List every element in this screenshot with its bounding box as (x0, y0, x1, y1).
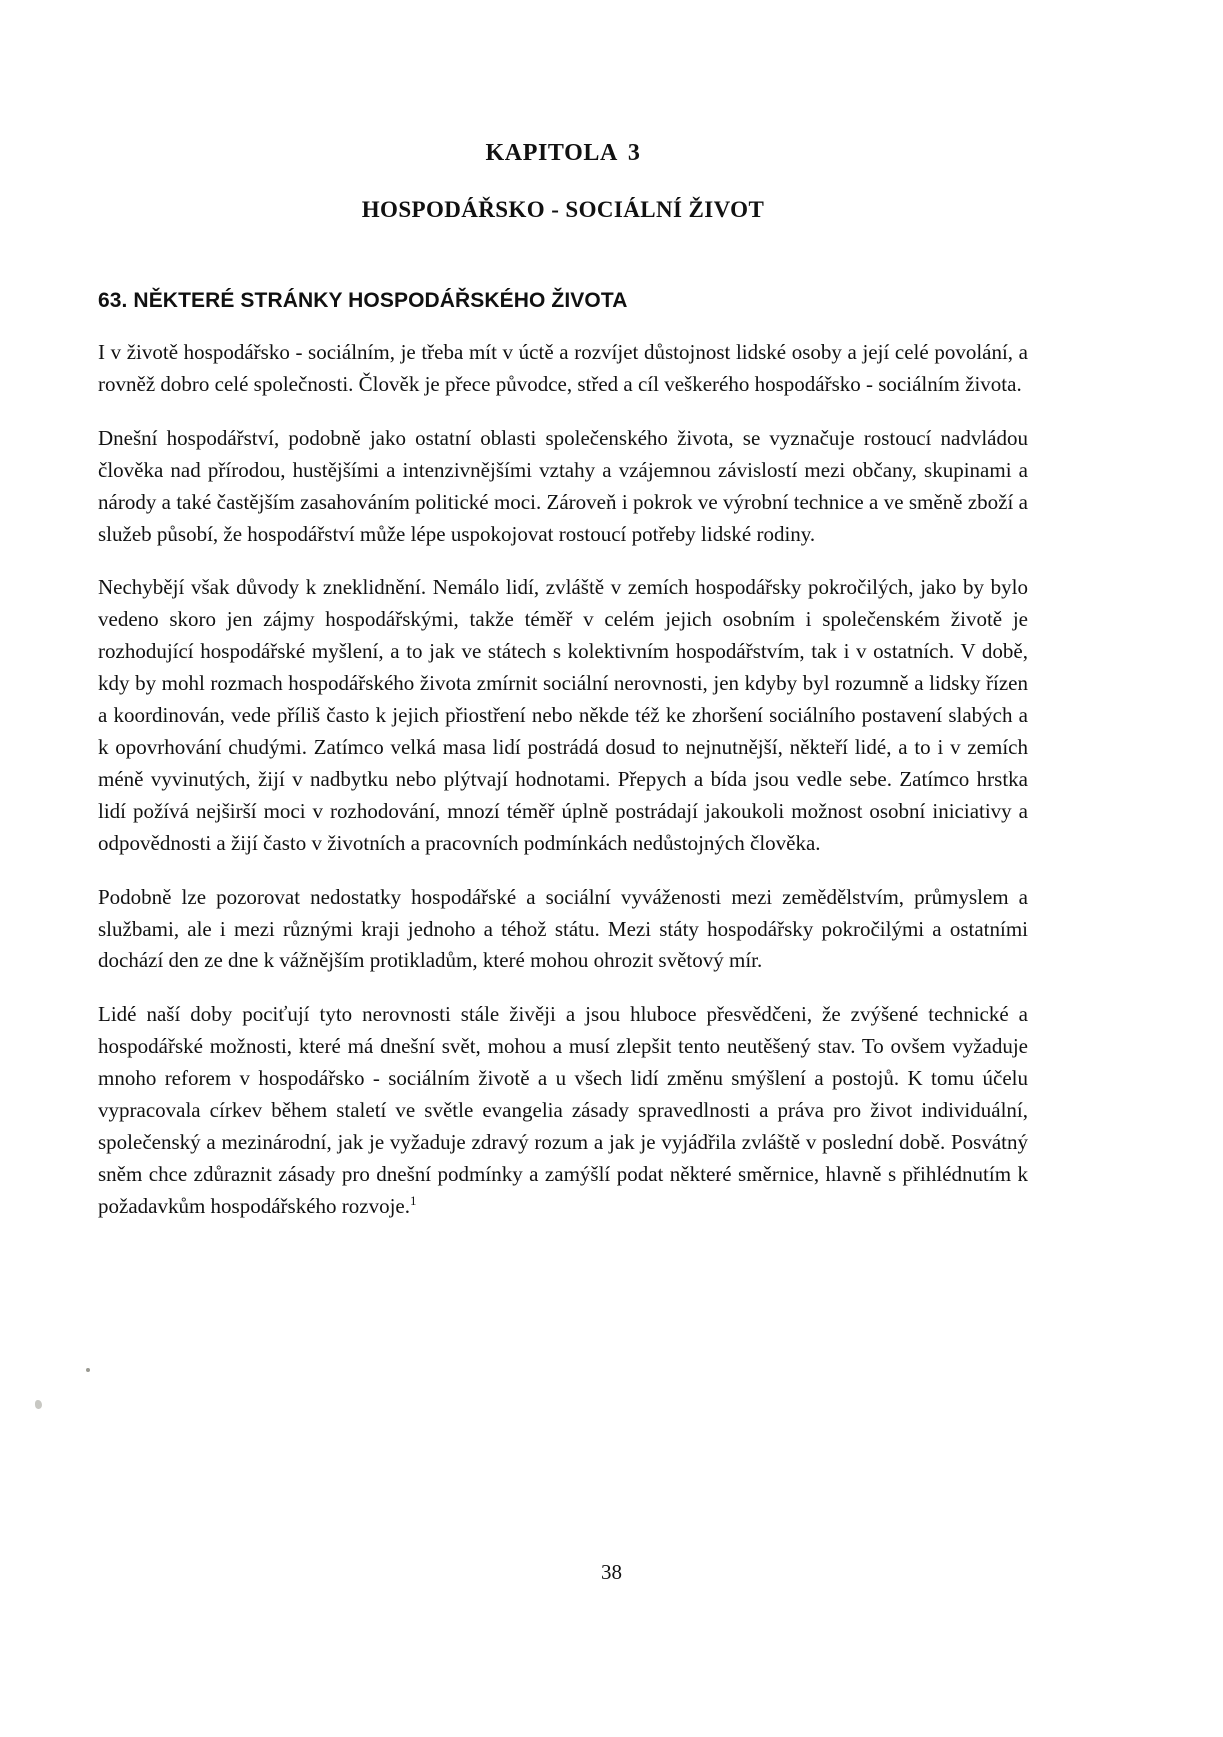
page-number: 38 (601, 1560, 622, 1584)
paragraph-5-text: Lidé naší doby pociťují tyto nerovnosti stále živěji a jsou hluboce přesvědčeni, že zvýšené technické a hospodářské možnosti, které má dnešní svět, mohou a musí zlepšit tento neutěšený stav. To ovšem vyžaduje mnoho reforem v hospodářsko - sociálním životě a u všech lidí změnu smýšlení a postojů. K tomu účelu vypracovala církev během staletí ve světle evangelia zásady spravedlnosti a práva pro život individuální, společenský a mezinárodní, jak je vyžaduje zdravý rozum a jak je vyjádřila zvláště v poslední době. Posvátný sněm chce zdůraznit zásady pro dnešní podmínky a zamýšlí podat některé směrnice, hlavně s přihlédnutím k požadavkům hospodářského rozvoje. (98, 1002, 1028, 1218)
paragraph-1: I v životě hospodářsko - sociálním, je třeba mít v úctě a rozvíjet důstojnost lidské osoby a její celé povolání, a rovněž dobro celé společnosti. Člověk je přece původce, střed a cíl veškerého hospodářsko - sociálním života. (98, 340, 1028, 396)
footnote-marker: 1 (410, 1192, 417, 1208)
paragraph-5 (98, 999, 1028, 1222)
chapter-number: 3 (627, 140, 641, 166)
page-content (98, 140, 1028, 1223)
scan-speck-icon (35, 1400, 42, 1409)
scan-speck-icon (86, 1368, 90, 1372)
paragraph-2: Dnešní hospodářství, podobně jako ostatní oblasti společenského života, se vyznačuje rostoucí nadvládou člověka nad přírodou, hustějšími a intenzivnějšími vztahy a vzájemnou závislostí mezi občany, skupinami a národy a také častějším zasahováním politické moci. Zároveň i pokrok ve výrobní technice a ve směně zboží a služeb působí, že hospodářství může lépe uspokojovat rostoucí potřeby lidské rodiny. (98, 425, 1028, 546)
chapter-line (98, 140, 1028, 167)
section-heading: 63. NĚKTERÉ STRÁNKY HOSPODÁŘSKÉHO ŽIVOTA (98, 289, 628, 312)
paragraph-4: Podobně lze pozorovat nedostatky hospodářské a sociální vyváženosti mezi zemědělstvím, průmyslem a službami, ale i mezi různými kraji jednoho a téhož státu. Mezi státy hospodářsky pokročilými a ostatními dochází den ze dne k vážnějším protikladům, které mohou ohrozit světový mír. (98, 884, 1028, 973)
paragraph-3: Nechybějí však důvody k zneklidnění. Nemálo lidí, zvláště v zemích hospodářsky pokročilých, jako by bylo vedeno skoro jen zájmy hospodářskými, takže téměř v celém jejich osobním i společenském životě je rozhodující hospodářské myšlení, a to jak ve státech s kolektivním hospodářstvím, tak i v ostatních. V době, kdy by mohl rozmach hospodářského života zmírnit sociální nerovnosti, jen kdyby byl rozumně a lidsky řízen a koordinován, vede příliš často k jejich přiostření nebo někde též ke zhoršení sociálního postavení slabých a k opovrhování chudými. Zatímco velká masa lidí postrádá dosud to nejnutnější, někteří lidé, a to i v zemích méně vyvinutých, žijí v nadbytku nebo plýtvají hodnotami. Přepych a bída jsou vedle sebe. Zatímco hrstka lidí požívá nejširší moci v rozhodování, mnozí téměř úplně postrádají jakoukoli možnost osobní iniciativy a odpovědnosti a žijí často v životních a pracovních podmínkách nedůstojných člověka. (98, 575, 1028, 855)
chapter-title: HOSPODÁŘSKO - SOCIÁLNÍ ŽIVOT (361, 197, 765, 222)
chapter-label: KAPITOLA (485, 140, 618, 166)
